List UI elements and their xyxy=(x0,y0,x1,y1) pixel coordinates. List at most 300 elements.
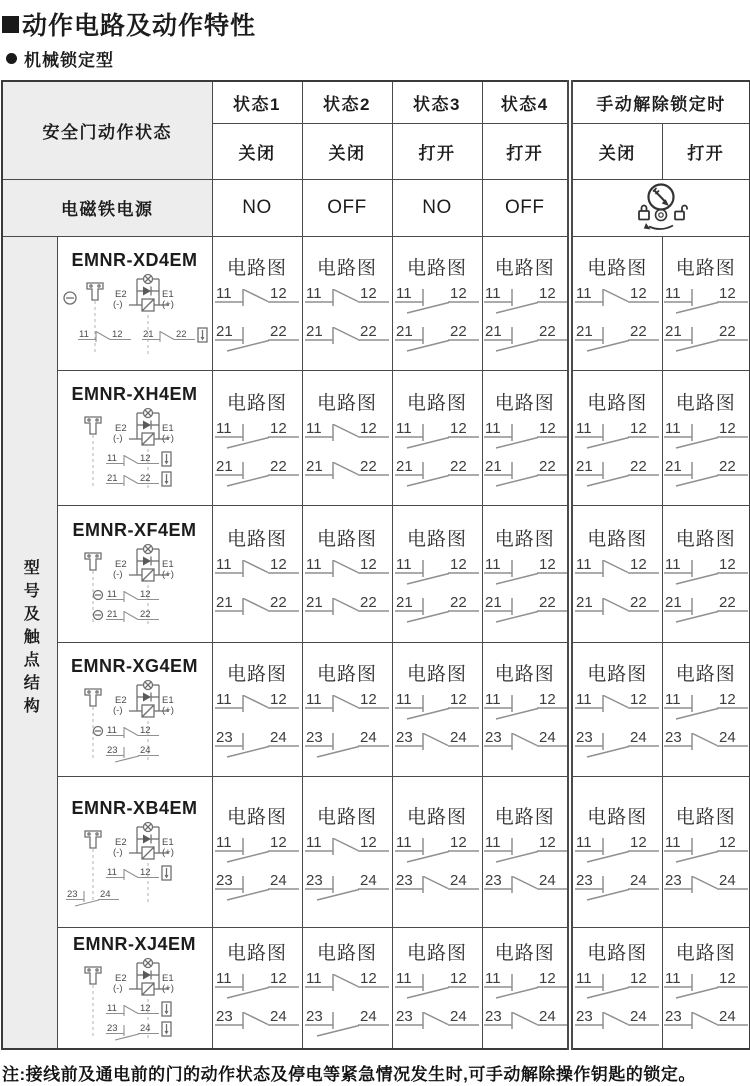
svg-text:12: 12 xyxy=(450,285,467,302)
svg-text:11: 11 xyxy=(106,589,117,600)
svg-text:21: 21 xyxy=(142,328,154,340)
svg-text:12: 12 xyxy=(718,419,736,437)
svg-text:11: 11 xyxy=(306,419,322,437)
circuit-cell xyxy=(482,642,570,776)
contact-diagram xyxy=(394,554,480,628)
svg-text:21: 21 xyxy=(576,593,593,611)
svg-text:12: 12 xyxy=(139,589,151,600)
svg-text:11: 11 xyxy=(576,691,592,708)
model-cell xyxy=(57,505,212,642)
svg-text:22: 22 xyxy=(450,593,467,611)
svg-text:11: 11 xyxy=(576,555,592,573)
svg-text:23: 23 xyxy=(576,871,593,889)
model-schematic xyxy=(59,541,211,629)
power-value-2: OFF xyxy=(302,179,392,236)
svg-text:(+): (+) xyxy=(161,704,174,716)
model-schematic xyxy=(59,955,211,1043)
circuit-cell-title: 电路图 xyxy=(587,258,648,279)
circuit-cell xyxy=(212,505,302,642)
svg-text:12: 12 xyxy=(270,285,287,302)
model-cell xyxy=(57,927,212,1049)
svg-text:E2: E2 xyxy=(114,837,127,848)
circuit-cell xyxy=(302,370,392,505)
svg-text:21: 21 xyxy=(216,457,233,475)
circuit-cell xyxy=(662,642,750,776)
svg-text:11: 11 xyxy=(396,969,412,987)
circuit-cell-title: 电路图 xyxy=(226,528,287,550)
circuit-cell xyxy=(392,927,482,1049)
svg-text:11: 11 xyxy=(576,285,592,302)
svg-text:E1: E1 xyxy=(161,288,174,300)
svg-text:(-): (-) xyxy=(112,433,122,444)
model-cell xyxy=(57,642,212,776)
circuit-cell-title: 电路图 xyxy=(675,942,736,964)
svg-text:(-): (-) xyxy=(112,704,122,716)
door-state-2: 关闭 xyxy=(302,123,392,179)
svg-text:12: 12 xyxy=(139,453,151,464)
svg-text:11: 11 xyxy=(484,419,501,437)
svg-text:E2: E2 xyxy=(114,423,127,434)
circuit-cell-title: 电路图 xyxy=(316,806,377,828)
model-row-EMNR-XD4EM xyxy=(2,236,750,370)
svg-text:22: 22 xyxy=(139,609,151,620)
state-header-1: 状态1 xyxy=(212,81,302,123)
svg-text:11: 11 xyxy=(106,1003,117,1015)
manual-door-open: 打开 xyxy=(662,123,750,179)
contact-diagram xyxy=(663,283,749,357)
svg-text:11: 11 xyxy=(396,555,412,573)
svg-text:22: 22 xyxy=(175,328,187,340)
circuit-cell-title: 电路图 xyxy=(587,528,648,550)
svg-text:21: 21 xyxy=(306,323,323,340)
contact-diagram xyxy=(574,418,660,492)
circuit-cell xyxy=(302,505,392,642)
svg-text:E2: E2 xyxy=(114,694,127,706)
contact-diagram xyxy=(304,968,390,1042)
section-subtitle xyxy=(6,46,749,71)
contact-diagram xyxy=(394,689,480,763)
svg-text:12: 12 xyxy=(630,555,647,573)
svg-text:24: 24 xyxy=(538,1007,556,1025)
svg-text:21: 21 xyxy=(106,609,118,620)
circuit-cell xyxy=(302,776,392,927)
circuit-cell xyxy=(392,642,482,776)
svg-text:(-): (-) xyxy=(112,298,122,310)
circuit-cell xyxy=(482,236,570,370)
svg-text:24: 24 xyxy=(139,744,151,756)
circuit-cell-title: 电路图 xyxy=(675,806,736,828)
svg-text:21: 21 xyxy=(396,457,413,475)
svg-text:11: 11 xyxy=(216,969,232,987)
footnote: 注:接线前及通电前的门的动作状态及停电等紧急情况发生时,可手动解除操作钥匙的锁定。 xyxy=(2,1065,696,1084)
svg-text:(+): (+) xyxy=(161,433,174,444)
contact-diagram xyxy=(214,689,300,763)
svg-text:22: 22 xyxy=(360,323,377,340)
door-state-1: 关闭 xyxy=(212,123,302,179)
svg-text:21: 21 xyxy=(576,457,593,475)
circuit-cell-title: 电路图 xyxy=(316,942,377,964)
contact-diagram xyxy=(214,283,300,357)
svg-text:12: 12 xyxy=(360,555,377,573)
svg-text:(+): (+) xyxy=(161,983,174,995)
circuit-cell-title: 电路图 xyxy=(494,258,555,279)
circuit-cell-title: 电路图 xyxy=(494,664,555,685)
svg-text:11: 11 xyxy=(664,555,681,573)
circuit-cell xyxy=(212,927,302,1049)
circuit-cell-title: 电路图 xyxy=(406,806,467,828)
svg-text:11: 11 xyxy=(306,555,322,573)
contact-diagram xyxy=(483,418,569,492)
circuit-cell xyxy=(482,776,570,927)
power-value-4: OFF xyxy=(482,179,570,236)
svg-text:24: 24 xyxy=(270,729,287,746)
svg-text:12: 12 xyxy=(270,691,287,708)
svg-text:11: 11 xyxy=(484,833,501,851)
contact-diagram xyxy=(394,968,480,1042)
svg-text:22: 22 xyxy=(630,457,647,475)
contact-diagram xyxy=(214,968,300,1042)
svg-text:21: 21 xyxy=(216,323,233,340)
svg-text:11: 11 xyxy=(216,285,232,302)
square-bullet-icon xyxy=(2,16,19,33)
circuit-cell xyxy=(662,927,750,1049)
svg-text:21: 21 xyxy=(664,323,682,340)
svg-text:(-): (-) xyxy=(112,983,122,995)
circuit-cell xyxy=(482,505,570,642)
svg-text:11: 11 xyxy=(664,285,681,302)
contact-diagram xyxy=(304,418,390,492)
svg-text:12: 12 xyxy=(360,833,377,851)
power-value-3: NO xyxy=(392,179,482,236)
contact-diagram xyxy=(663,832,749,906)
page-title-text: 动作电路及动作特性 xyxy=(22,12,257,40)
svg-text:12: 12 xyxy=(538,555,556,573)
power-row xyxy=(2,179,750,236)
svg-text:23: 23 xyxy=(216,1007,233,1025)
state-header-2: 状态2 xyxy=(302,81,392,123)
svg-text:(+): (+) xyxy=(161,847,174,858)
circuit-cell-title: 电路图 xyxy=(316,392,377,414)
svg-text:24: 24 xyxy=(630,1007,647,1025)
svg-text:23: 23 xyxy=(484,729,502,746)
svg-text:(-): (-) xyxy=(112,569,122,580)
svg-text:23: 23 xyxy=(306,1007,323,1025)
contact-diagram xyxy=(394,283,480,357)
svg-text:11: 11 xyxy=(664,691,681,708)
model-row-EMNR-XG4EM xyxy=(2,642,750,776)
svg-text:12: 12 xyxy=(538,969,556,987)
svg-text:12: 12 xyxy=(718,555,736,573)
state-header-3: 状态3 xyxy=(392,81,482,123)
svg-text:11: 11 xyxy=(576,419,592,437)
svg-text:22: 22 xyxy=(718,323,736,340)
model-row-EMNR-XF4EM xyxy=(2,505,750,642)
svg-text:12: 12 xyxy=(718,691,736,708)
svg-text:21: 21 xyxy=(484,323,502,340)
svg-text:24: 24 xyxy=(360,1007,377,1025)
circuit-cell-title: 电路图 xyxy=(675,392,736,414)
svg-text:22: 22 xyxy=(630,323,647,340)
circle-bullet-icon xyxy=(6,53,17,64)
svg-text:24: 24 xyxy=(270,1007,287,1025)
svg-text:12: 12 xyxy=(450,555,467,573)
svg-text:22: 22 xyxy=(538,457,556,475)
svg-text:23: 23 xyxy=(484,871,502,889)
svg-text:21: 21 xyxy=(306,457,323,475)
circuit-cell-title: 电路图 xyxy=(406,392,467,414)
svg-text:12: 12 xyxy=(630,419,647,437)
svg-text:22: 22 xyxy=(450,457,467,475)
model-cell xyxy=(57,236,212,370)
circuit-cell-title: 电路图 xyxy=(675,258,736,279)
svg-text:24: 24 xyxy=(450,729,467,746)
svg-text:11: 11 xyxy=(664,969,681,987)
circuit-cell xyxy=(570,642,662,776)
circuit-cell xyxy=(212,776,302,927)
svg-text:12: 12 xyxy=(139,724,151,736)
circuit-cell-title: 电路图 xyxy=(587,942,648,964)
svg-text:21: 21 xyxy=(216,593,233,611)
svg-text:(-): (-) xyxy=(112,847,122,858)
model-name: EMNR-XD4EM xyxy=(71,249,198,270)
model-row-EMNR-XB4EM xyxy=(2,776,750,927)
svg-text:22: 22 xyxy=(538,593,556,611)
circuit-cell-title: 电路图 xyxy=(406,528,467,550)
svg-text:12: 12 xyxy=(270,833,287,851)
svg-text:(+): (+) xyxy=(161,569,174,580)
svg-text:24: 24 xyxy=(360,871,377,889)
circuit-cell xyxy=(392,370,482,505)
svg-text:23: 23 xyxy=(106,1023,118,1035)
key-unlock-icon xyxy=(623,182,699,234)
svg-text:23: 23 xyxy=(576,1007,593,1025)
model-name: EMNR-XG4EM xyxy=(70,655,198,676)
contact-diagram xyxy=(214,418,300,492)
svg-text:21: 21 xyxy=(484,457,502,475)
svg-text:11: 11 xyxy=(216,691,232,708)
svg-text:24: 24 xyxy=(538,729,556,746)
svg-text:11: 11 xyxy=(306,691,322,708)
section-subtitle-text: 机械锁定型 xyxy=(24,51,114,70)
svg-text:24: 24 xyxy=(630,729,647,746)
svg-text:22: 22 xyxy=(718,593,736,611)
svg-text:23: 23 xyxy=(396,1007,413,1025)
svg-text:23: 23 xyxy=(396,729,413,746)
svg-text:24: 24 xyxy=(718,871,736,889)
svg-text:23: 23 xyxy=(306,729,323,746)
contact-diagram xyxy=(574,283,660,357)
svg-text:22: 22 xyxy=(538,323,556,340)
sidebar-label: 型号及触点结构 xyxy=(21,559,39,721)
circuit-cell xyxy=(570,370,662,505)
circuit-cell xyxy=(212,370,302,505)
svg-text:11: 11 xyxy=(216,833,232,851)
svg-text:11: 11 xyxy=(216,419,232,437)
svg-text:23: 23 xyxy=(66,889,78,900)
svg-text:12: 12 xyxy=(630,691,647,708)
svg-text:11: 11 xyxy=(484,555,501,573)
svg-text:23: 23 xyxy=(106,744,118,756)
svg-text:11: 11 xyxy=(484,285,501,302)
svg-text:12: 12 xyxy=(270,555,287,573)
svg-text:24: 24 xyxy=(139,1023,151,1035)
contact-diagram xyxy=(394,418,480,492)
svg-text:11: 11 xyxy=(664,419,681,437)
svg-text:21: 21 xyxy=(664,593,682,611)
circuit-cell xyxy=(570,776,662,927)
svg-text:11: 11 xyxy=(396,285,412,302)
circuit-cell xyxy=(392,776,482,927)
svg-text:23: 23 xyxy=(396,871,413,889)
svg-text:22: 22 xyxy=(270,457,287,475)
svg-text:11: 11 xyxy=(484,691,501,708)
svg-text:12: 12 xyxy=(360,691,377,708)
model-schematic xyxy=(59,271,211,359)
circuit-cell-title: 电路图 xyxy=(316,528,377,550)
circuit-cell-title: 电路图 xyxy=(406,942,467,964)
contact-diagram xyxy=(394,832,480,906)
svg-text:11: 11 xyxy=(576,969,592,987)
door-state-3: 打开 xyxy=(392,123,482,179)
circuit-cell-title: 电路图 xyxy=(226,664,287,685)
svg-text:12: 12 xyxy=(360,969,377,987)
svg-text:12: 12 xyxy=(718,833,736,851)
circuit-cell xyxy=(482,370,570,505)
model-name: EMNR-XJ4EM xyxy=(72,934,197,955)
model-schematic xyxy=(59,677,211,765)
contact-diagram xyxy=(483,689,569,763)
sidebar-label-cell xyxy=(2,236,57,1049)
model-name: EMNR-XB4EM xyxy=(71,798,198,818)
svg-text:12: 12 xyxy=(718,969,736,987)
svg-text:12: 12 xyxy=(630,833,647,851)
svg-text:24: 24 xyxy=(450,1007,467,1025)
contact-diagram xyxy=(304,832,390,906)
model-row-EMNR-XJ4EM xyxy=(2,927,750,1049)
manual-unlock-header: 手动解除锁定时 xyxy=(570,81,750,123)
svg-text:11: 11 xyxy=(78,328,89,340)
state-header-row xyxy=(2,81,750,123)
svg-text:21: 21 xyxy=(576,323,593,340)
power-label: 电磁铁电源 xyxy=(2,179,212,236)
contact-diagram xyxy=(304,283,390,357)
model-cell xyxy=(57,776,212,927)
svg-text:E1: E1 xyxy=(161,559,174,570)
svg-text:E1: E1 xyxy=(161,837,174,848)
circuit-cell-title: 电路图 xyxy=(226,806,287,828)
circuit-cell-title: 电路图 xyxy=(316,258,377,279)
circuit-cell xyxy=(662,505,750,642)
svg-text:12: 12 xyxy=(718,285,736,302)
circuit-cell-title: 电路图 xyxy=(587,664,648,685)
svg-text:22: 22 xyxy=(360,593,377,611)
circuit-cell-title: 电路图 xyxy=(226,392,287,414)
svg-text:23: 23 xyxy=(216,871,233,889)
svg-text:11: 11 xyxy=(484,969,501,987)
svg-text:12: 12 xyxy=(538,285,556,302)
svg-text:11: 11 xyxy=(306,833,322,851)
svg-text:12: 12 xyxy=(139,1003,151,1015)
svg-text:22: 22 xyxy=(630,593,647,611)
svg-text:21: 21 xyxy=(484,593,502,611)
svg-text:(+): (+) xyxy=(161,298,174,310)
svg-text:11: 11 xyxy=(106,867,117,878)
circuit-cell-title: 电路图 xyxy=(494,942,555,964)
svg-text:23: 23 xyxy=(664,729,682,746)
svg-text:22: 22 xyxy=(139,473,151,484)
svg-text:21: 21 xyxy=(306,593,323,611)
svg-text:E1: E1 xyxy=(161,423,174,434)
circuit-cell xyxy=(392,505,482,642)
svg-text:E2: E2 xyxy=(114,559,127,570)
circuit-cell-title: 电路图 xyxy=(316,664,377,685)
svg-text:24: 24 xyxy=(360,729,377,746)
svg-text:23: 23 xyxy=(484,1007,502,1025)
circuit-cell xyxy=(570,505,662,642)
circuit-cell xyxy=(570,927,662,1049)
svg-text:12: 12 xyxy=(630,285,647,302)
contact-diagram xyxy=(214,554,300,628)
svg-text:11: 11 xyxy=(576,833,592,851)
contact-diagram xyxy=(574,968,660,1042)
contact-diagram xyxy=(483,554,569,628)
manual-door-closed: 关闭 xyxy=(570,123,662,179)
svg-text:11: 11 xyxy=(396,419,412,437)
svg-text:E1: E1 xyxy=(161,973,174,985)
svg-text:22: 22 xyxy=(270,593,287,611)
svg-text:12: 12 xyxy=(538,833,556,851)
svg-text:24: 24 xyxy=(99,889,111,900)
svg-text:24: 24 xyxy=(718,1007,736,1025)
contact-diagram xyxy=(214,832,300,906)
model-schematic xyxy=(59,819,211,907)
circuit-cell-title: 电路图 xyxy=(494,392,555,414)
svg-text:11: 11 xyxy=(396,833,412,851)
contact-diagram xyxy=(304,554,390,628)
circuit-cell xyxy=(212,642,302,776)
model-cell xyxy=(57,370,212,505)
svg-text:11: 11 xyxy=(664,833,681,851)
circuit-cell-title: 电路图 xyxy=(587,806,648,828)
svg-text:23: 23 xyxy=(664,871,682,889)
svg-text:22: 22 xyxy=(718,457,736,475)
svg-text:11: 11 xyxy=(396,691,412,708)
manual-power-cell xyxy=(570,179,750,236)
circuit-cell-title: 电路图 xyxy=(406,258,467,279)
svg-text:21: 21 xyxy=(396,593,413,611)
circuit-cell-title: 电路图 xyxy=(406,664,467,685)
model-name: EMNR-XH4EM xyxy=(71,384,198,404)
svg-text:12: 12 xyxy=(450,969,467,987)
svg-text:E2: E2 xyxy=(114,288,127,300)
circuit-cell xyxy=(662,370,750,505)
svg-text:E1: E1 xyxy=(161,694,174,706)
svg-text:12: 12 xyxy=(270,419,287,437)
door-state-4: 打开 xyxy=(482,123,570,179)
circuit-cell xyxy=(570,236,662,370)
circuit-cell xyxy=(302,642,392,776)
contact-diagram xyxy=(304,689,390,763)
svg-text:12: 12 xyxy=(630,969,647,987)
svg-text:12: 12 xyxy=(270,969,287,987)
svg-text:12: 12 xyxy=(360,285,377,302)
circuit-cell-title: 电路图 xyxy=(494,528,555,550)
circuit-cell xyxy=(392,236,482,370)
circuit-cell-title: 电路图 xyxy=(675,528,736,550)
contact-diagram xyxy=(574,554,660,628)
circuit-cell xyxy=(212,236,302,370)
power-value-1: NO xyxy=(212,179,302,236)
